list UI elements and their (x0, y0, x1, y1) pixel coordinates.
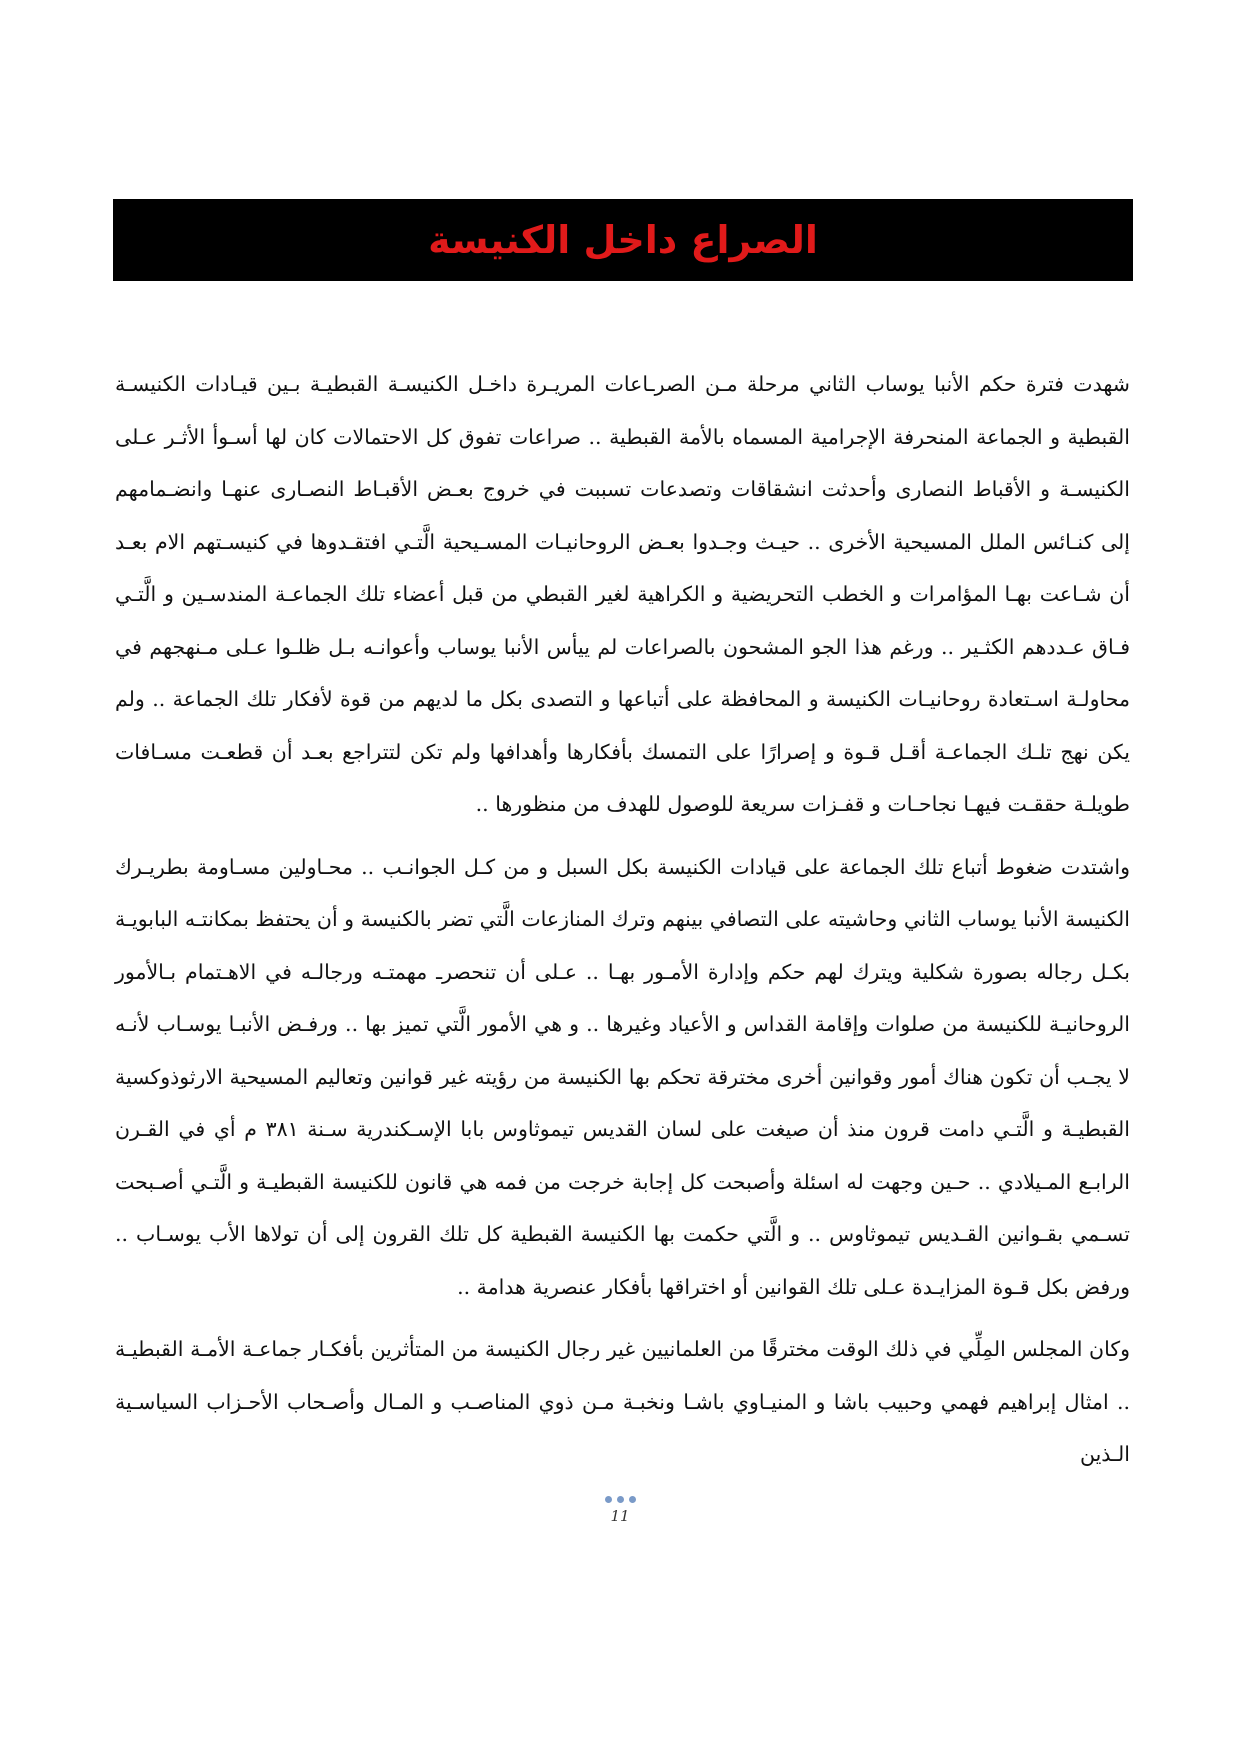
page-footer (0, 1496, 1240, 1525)
paragraph-2: واشتدت ضغوط أتباع تلك الجماعة على قيادات الكنيسة بكل السبل و من كـل الجوانـب .. محـاولين مسـاومة بطريـرك الكنيسة الأنبا يوساب الثاني وحاشيته على التصافي بينهم وترك المنازعات الَّتي تضر بالكنيسة و أن يحتفظ بمكانتـه البابويـة بكـل رجاله بصورة شكلية ويترك لهم حكم وإدارة الأمـور بهـا .. عـلى أن تنحصرـ مهمتـه ورجالـه في الاهـتمام بـالأمور الروحانيـة للكنيسة من صلوات وإقامة القداس و الأعياد وغيرها .. و هي الأمور الَّتي تميز بها .. ورفـض الأنبـا يوسـاب لأنـه لا يجـب أن تكون هناك أمور وقوانين أخرى مخترقة تحكم بها الكنيسة من رؤيته غير قوانين وتعاليم المسيحية الارثوذوكسية القبطيـة و الَّتـي دامت قرون منذ أن صيغت على لسان القديس تيموثاوس بابا الإسـكندرية سـنة ٣٨١ م أي في القـرن الرابـع المـيلادي .. حـين وجهت له اسئلة وأصبحت كل إجابة خرجت من فمه هي قانون للكنيسة القبطيـة و الَّتـي أصـبحت تسـمي بقـوانين القـديس تيموثاوس .. و الَّتي حكمت بها الكنيسة القبطية كل تلك القرون إلى أن تولاها الأب يوسـاب .. ورفض بكل قـوة المزايـدة عـلى تلك القوانين أو اختراقها بأفكار عنصرية هدامة .. (115, 854, 1130, 1299)
chapter-title-bar (113, 199, 1133, 281)
footer-dots-ornament (0, 1496, 1240, 1506)
chapter-title: الصراع داخل الكنيسة (428, 218, 818, 262)
footer-dot (629, 1496, 636, 1503)
paragraph-3: وكان المجلس المِلِّي في ذلك الوقت مخترقًا من العلمانيين غير رجال الكنيسة من المتأثرين بأفكـار جماعـة الأمـة القبطيـة .. امثال إبراهيم فهمي وحبيب باشا و المنيـاوي باشـا ونخبـة مـن ذوي المناصـب و المـال وأصـحاب الأحـزاب السياسـية الـذين (115, 1337, 1130, 1466)
body-text (115, 358, 1130, 1491)
paragraph-1: شهدت فترة حكم الأنبا يوساب الثاني مرحلة مـن الصرـاعات المريـرة داخـل الكنيسـة القبطيـة بـين قيـادات الكنيسـة القبطية و الجماعة المنحرفة الإجرامية المسماه بالأمة القبطية .. صراعات تفوق كل الاحتمالات كان لها أسـوأ الأثـر عـلى الكنيسـة و الأقباط النصارى وأحدثت انشقاقات وتصدعات تسببت في خروج بعـض الأقبـاط النصـارى عنهـا وانضـمامهم إلى كنـائس الملل المسيحية الأخرى .. حيـث وجـدوا بعـض الروحانيـات المسـيحية الَّتـي افتقـدوها في كنيسـتهم الام بعـد أن شـاعت بهـا المؤامرات و الخطب التحريضية و الكراهية لغير القبطي من قبل أعضاء تلك الجماعـة المندسـين و الَّتـي فـاق عـددهم الكثـير .. ورغم هذا الجو المشحون بالصراعات لم ييأس الأنبا يوساب وأعوانـه بـل ظلـوا عـلى مـنهجهم في محاولـة اسـتعادة روحانيـات الكنيسة و المحافظة على أتباعها و التصدى بكل ما لديهم من قوة لأفكار تلك الجماعة .. ولم يكن نهج تلـك الجماعـة أقـل قـوة و إصرارًا على التمسك بأفكارها وأهدافها ولم تكن لتتراجع بعـد أن قطعـت مسـافات طويلـة حققـت فيهـا نجاحـات و قفـزات سريعة للوصول للهدف من منظورها .. (115, 372, 1130, 816)
footer-dot (605, 1496, 612, 1503)
footer-dot (617, 1496, 624, 1503)
page-number: 11 (610, 1507, 630, 1525)
